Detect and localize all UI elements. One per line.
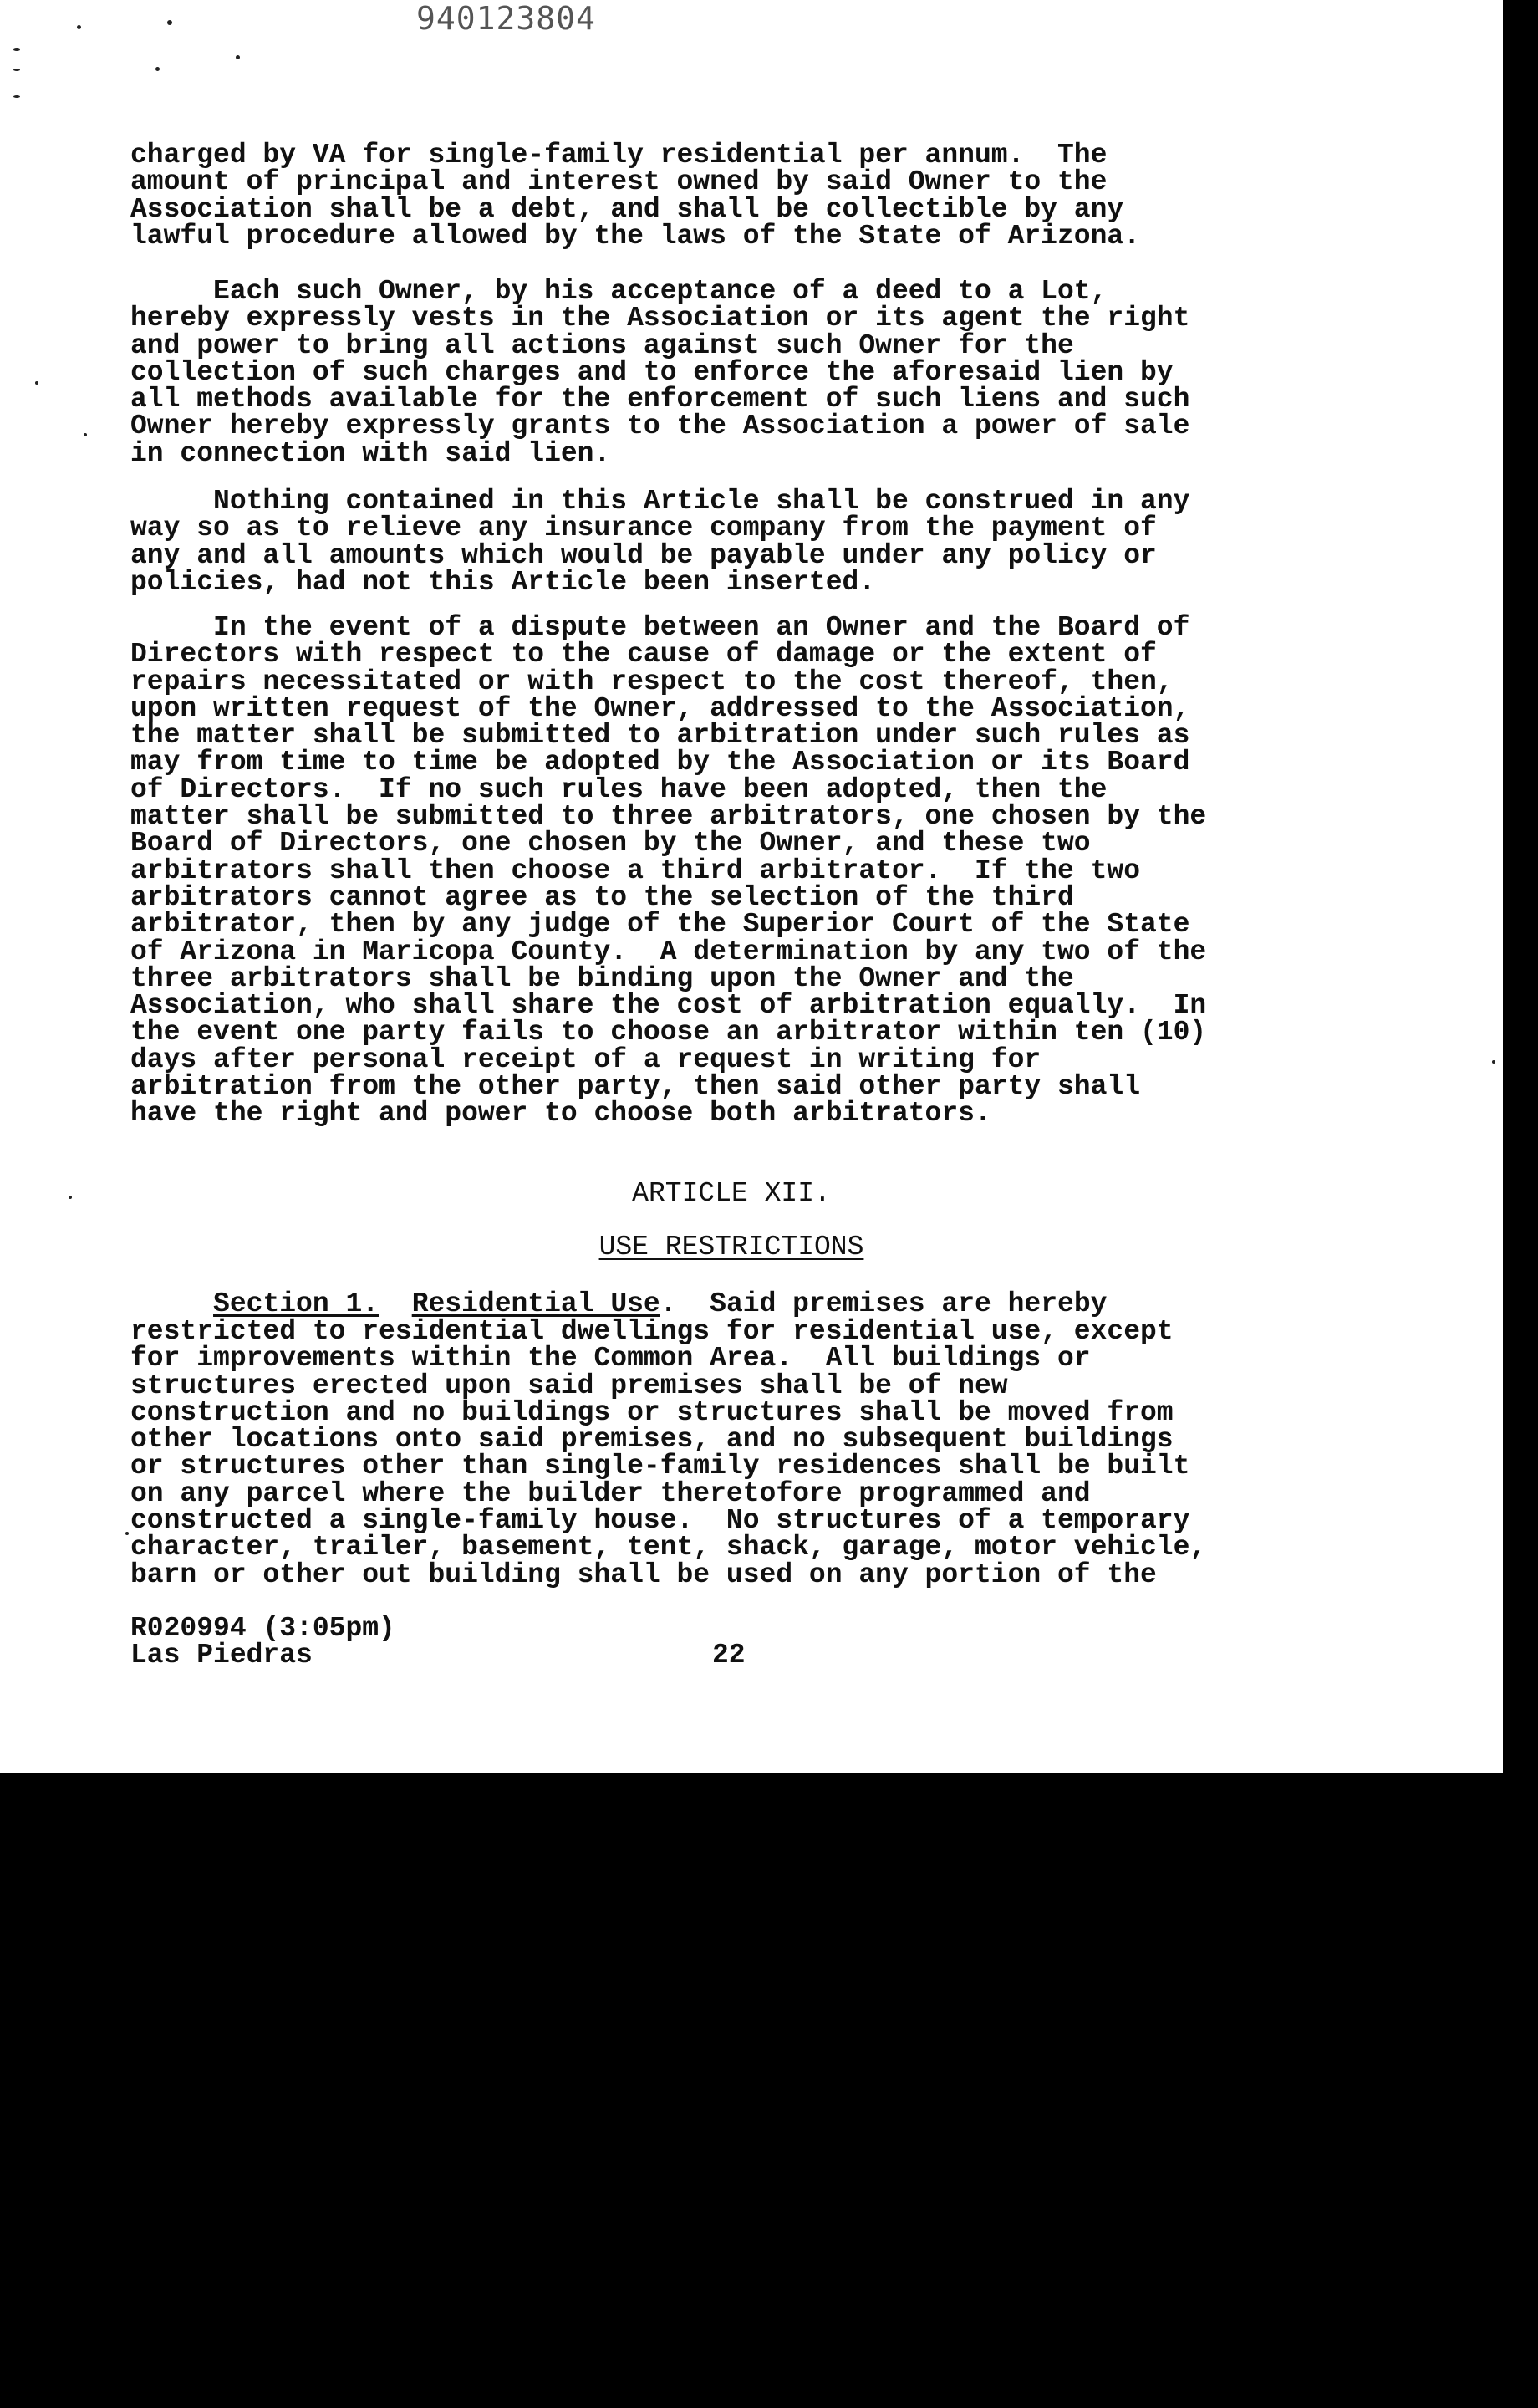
scan-speck [236, 55, 240, 59]
scan-speck [13, 95, 20, 98]
scan-speck [155, 67, 160, 71]
scan-speck [84, 433, 87, 436]
paragraph-assessment-debt: charged by VA for single-family residential per annum. The amount of principal and interest owned by said Owner to the Association shall be a debt, and shall be collectible by any lawful procedure allowed by the laws of the State of Arizona. [130, 140, 1140, 252]
section-first-line [130, 1288, 1334, 1319]
scan-speck [125, 1532, 129, 1535]
scan-speck [13, 69, 20, 71]
article-title: USE RESTRICTIONS [598, 1232, 864, 1263]
scan-border-bottom [0, 1773, 1538, 2408]
paragraph-owner-vests-rights: Each such Owner, by his acceptance of a deed to a Lot, hereby expressly vests in the Association or its agent the right and power to bring all actions against such Owner for the collection of such charges and to enforce the aforesaid lien by all methods available for the enforcement of such liens and such Owner hereby expressly grants to the Association a power of sale in connection with said lien. [130, 276, 1190, 469]
article-heading: ARTICLE XII. [632, 1178, 831, 1209]
footer-reference: R020994 (3:05pm) Las Piedras [130, 1613, 395, 1671]
section-body: restricted to residential dwellings for residential use, except for improvements within the Common Area. All buildings or structures erected upon said premises shall be of new construction and no buildings or structures shall be moved from other locations onto said premises, and no subsequent buildings or structures other than single-family residences shall be built on any parcel where the builder theretofore programmed and constructed a single-family house. No structures of a temporary character, trailer, basement, tent, shack, garage, motor vehicle, barn or other out building shall be used on any portion of the [130, 1316, 1207, 1590]
scan-speck [1492, 1060, 1495, 1064]
section-first-line-text: . Said premises are hereby [660, 1288, 1108, 1319]
page-number: 22 [712, 1640, 746, 1671]
scan-speck [13, 48, 20, 51]
paragraph-arbitration: In the event of a dispute between an Owner and the Board of Directors with respect to the cause of damage or the extent of repairs necessitated or with respect to the cost thereof, then, upon written request of the Owner, addressed to the Association, the matter shall be submitted to arbitration under such rules as may from time to time be adopted by the Association or its Board of Directors. If no such rules have been adopted, then the matter shall be submitted to three arbitrators, one chosen by the Board of Directors, one chosen by the Owner, and these two arbitrators shall then choose a third arbitrator. If the two arbitrators cannot agree as to the selection of the third arbitrator, then by any judge of the Superior Court of the State of Arizona in Maricopa County. A determination by any two of the three arbitrators shall be binding upon the Owner and the Association, who shall share the cost of arbitration equally. In the event one party fails to choose an arbitrator within ten (10) days after personal receipt of a request in writing for arbitration from the other party, then said other party shall have the right and power to choose both arbitrators. [130, 612, 1207, 1130]
scan-speck [77, 25, 81, 29]
scan-speck [167, 20, 172, 25]
document-number: 940123804 [416, 0, 596, 37]
scan-border-right [1503, 0, 1538, 1773]
section-label: Section 1. [213, 1288, 379, 1319]
paragraph-insurance: Nothing contained in this Article shall be construed in any way so as to relieve any insurance company from the payment of any and all amounts which would be payable under any policy or policies, had not this Article been inserted. [130, 486, 1190, 598]
section-title: Residential Use [411, 1288, 660, 1319]
scan-speck [35, 381, 38, 385]
